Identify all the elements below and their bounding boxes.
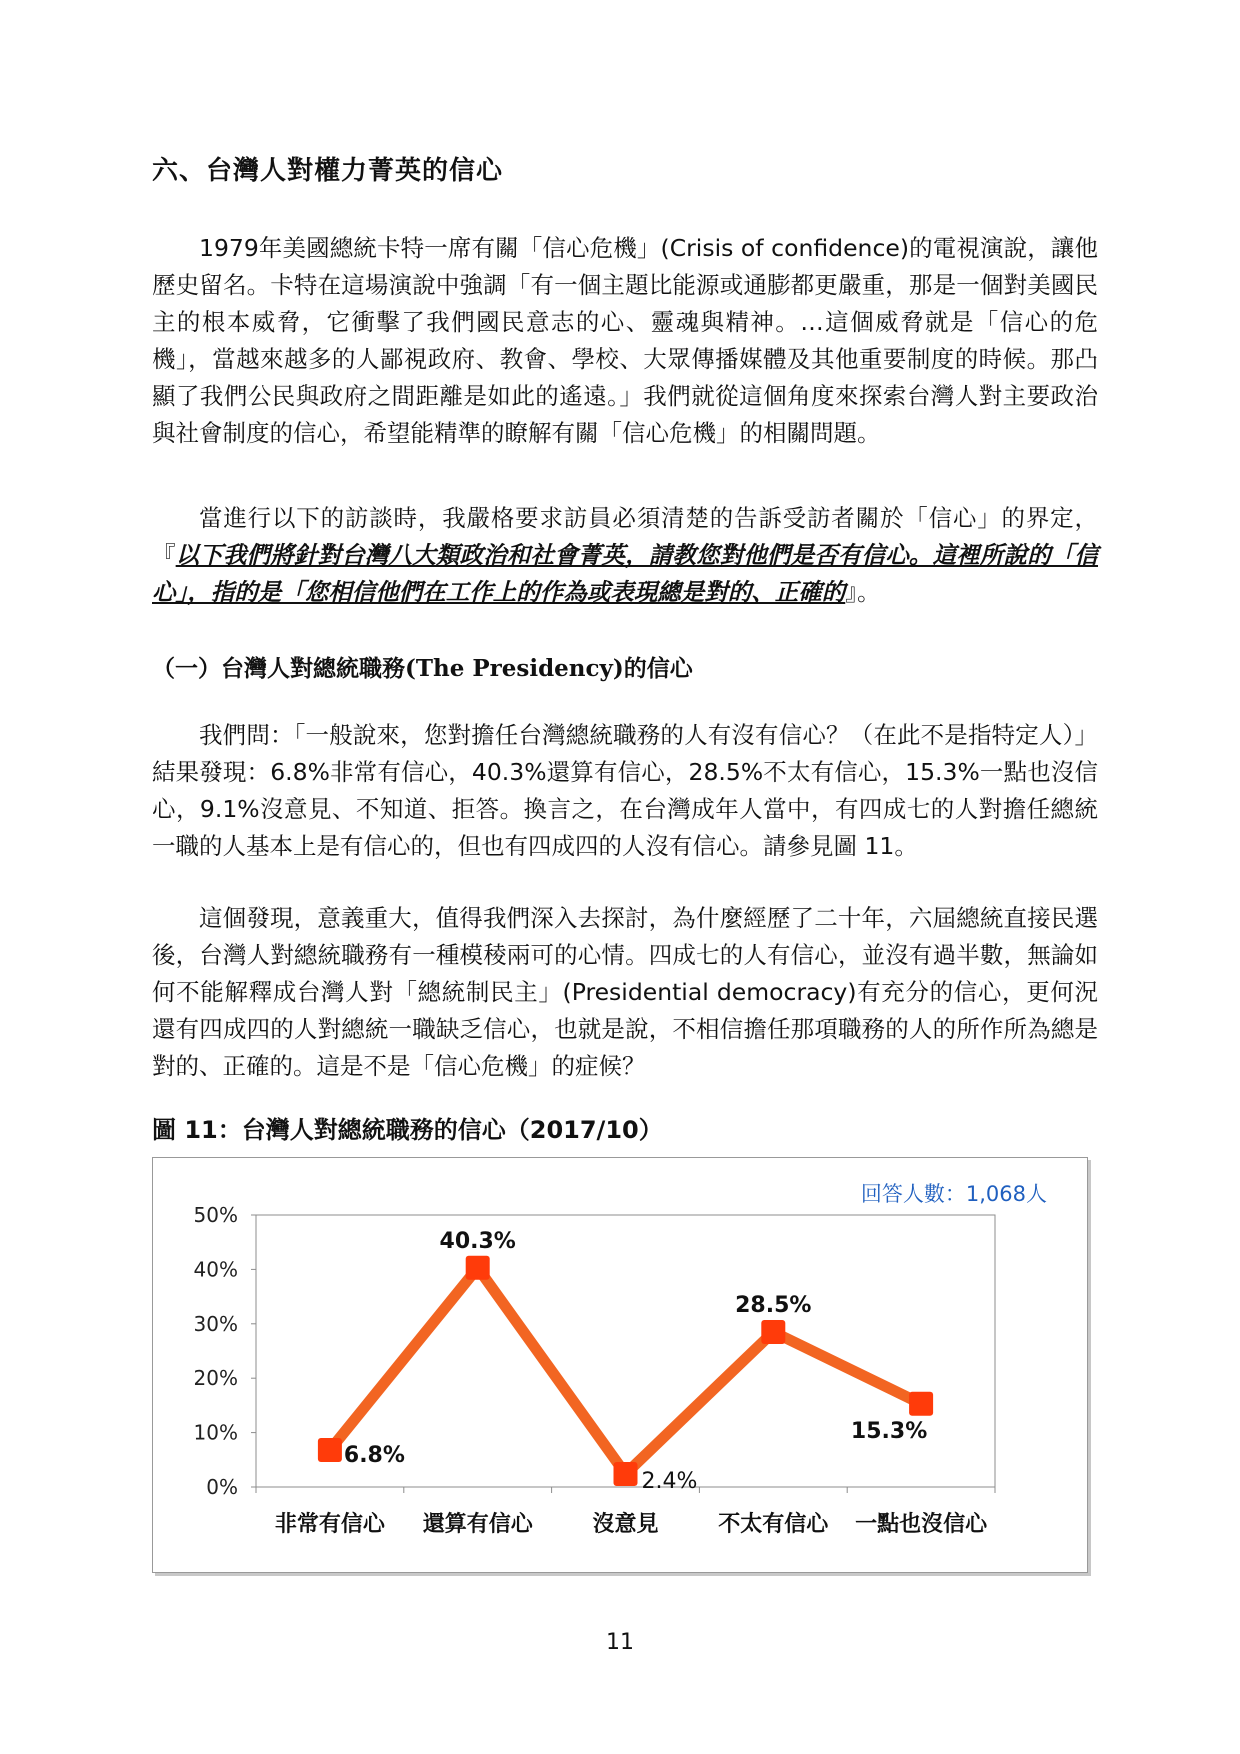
subsection-title: （一）台灣人對總統職務(The Presidency)的信心 — [152, 655, 693, 682]
y-tick-label: 10% — [193, 1420, 238, 1445]
respondent-count-note: 回答人數：1,068人 — [860, 1182, 1047, 1206]
x-category-label: 非常有信心 — [274, 1512, 385, 1537]
section-title: 六、台灣人對權力菁英的信心 — [152, 156, 504, 186]
data-point — [466, 1256, 490, 1280]
data-label: 28.5% — [735, 1292, 812, 1318]
data-label: 2.4% — [641, 1468, 698, 1494]
series-line — [330, 1268, 921, 1474]
line-chart — [153, 1158, 1087, 1572]
figure-caption: 圖 11：台灣人對總統職務的信心（2017/10） — [152, 1116, 663, 1144]
data-label: 6.8% — [343, 1443, 405, 1469]
x-category-label: 還算有信心 — [422, 1512, 533, 1537]
paragraph-survey-results: 我們問：「一般說來，您對擔任台灣總統職務的人有沒有信心？（在此不是指特定人）」結果發現：6.8%非常有信心，40.3%還算有信心，28.5%不太有信心，15.3%一點也沒信心，9.1%沒意見、不知道、拒答。換言之，在台灣成年人當中，有四成七的人對擔任總統一職的人基本上是有信心的，但也有四成四的人沒有信心。請參見圖 11。 — [152, 721, 1098, 860]
data-point — [761, 1320, 785, 1344]
y-tick-label: 30% — [193, 1311, 238, 1336]
x-category-label: 一點也沒信心 — [855, 1512, 988, 1537]
paragraph-interview-definition — [152, 500, 1098, 611]
paragraph-discussion: 這個發現，意義重大，值得我們深入去探討，為什麼經歷了二十年，六屆總統直接民選後，台灣人對總統職務有一種模稜兩可的心情。四成七的人有信心，並沒有過半數，無論如何不能解釋成台灣人對「總統制民主」(Presidential democracy)有充分的信心，更何況還有四成四的人對總統一職缺乏信心，也就是說，不相信擔任那項職務的人的所作所為總是對的、正確的。這是不是「信心危機」的症候？ — [152, 904, 1098, 1080]
x-category-label: 不太有信心 — [718, 1512, 829, 1537]
data-label: 15.3% — [850, 1418, 928, 1444]
y-tick-label: 20% — [193, 1366, 238, 1391]
emphasized-definition: 以下我們將針對台灣八大類政治和社會菁英，請教您對他們是否有信心。這裡所說的「信心」，指的是「您相信他們在工作上的作為或表現總是對的、正確的 — [152, 541, 1099, 606]
chart-frame — [152, 1157, 1088, 1573]
paragraph-end-text: 』。 — [845, 578, 881, 606]
y-tick-label: 50% — [193, 1203, 238, 1227]
data-point — [614, 1462, 638, 1486]
data-point — [318, 1438, 342, 1462]
data-point — [909, 1392, 933, 1416]
y-tick-label: 0% — [206, 1475, 238, 1499]
paragraph-lead-text: 當進行以下的訪談時，我嚴格要求訪員必須清楚的告訴受訪者關於「信心」的界定，『 — [152, 504, 1098, 569]
paragraph-carter-speech: 1979年美國總統卡特一席有關「信心危機」(Crisis of confidence)的電視演說，讓他歷史留名。卡特在這場演說中強調「有一個主題比能源或通膨都更嚴重，那是一個對美國民主的根本威脅，它衝擊了我們國民意志的心、靈魂與精神。…這個威脅就是「信心的危機」，當越來越多的人鄙視政府、教會、學校、大眾傳播媒體及其他重要制度的時候。那凸顯了我們公民與政府之間距離是如此的遙遠。」我們就從這個角度來探索台灣人對主要政治與社會制度的信心，希望能精準的瞭解有關「信心危機」的相關問題。 — [152, 234, 1098, 447]
data-label: 40.3% — [439, 1228, 516, 1254]
page-number: 11 — [606, 1630, 634, 1655]
y-tick-label: 40% — [193, 1257, 238, 1282]
x-category-label: 沒意見 — [592, 1512, 659, 1537]
